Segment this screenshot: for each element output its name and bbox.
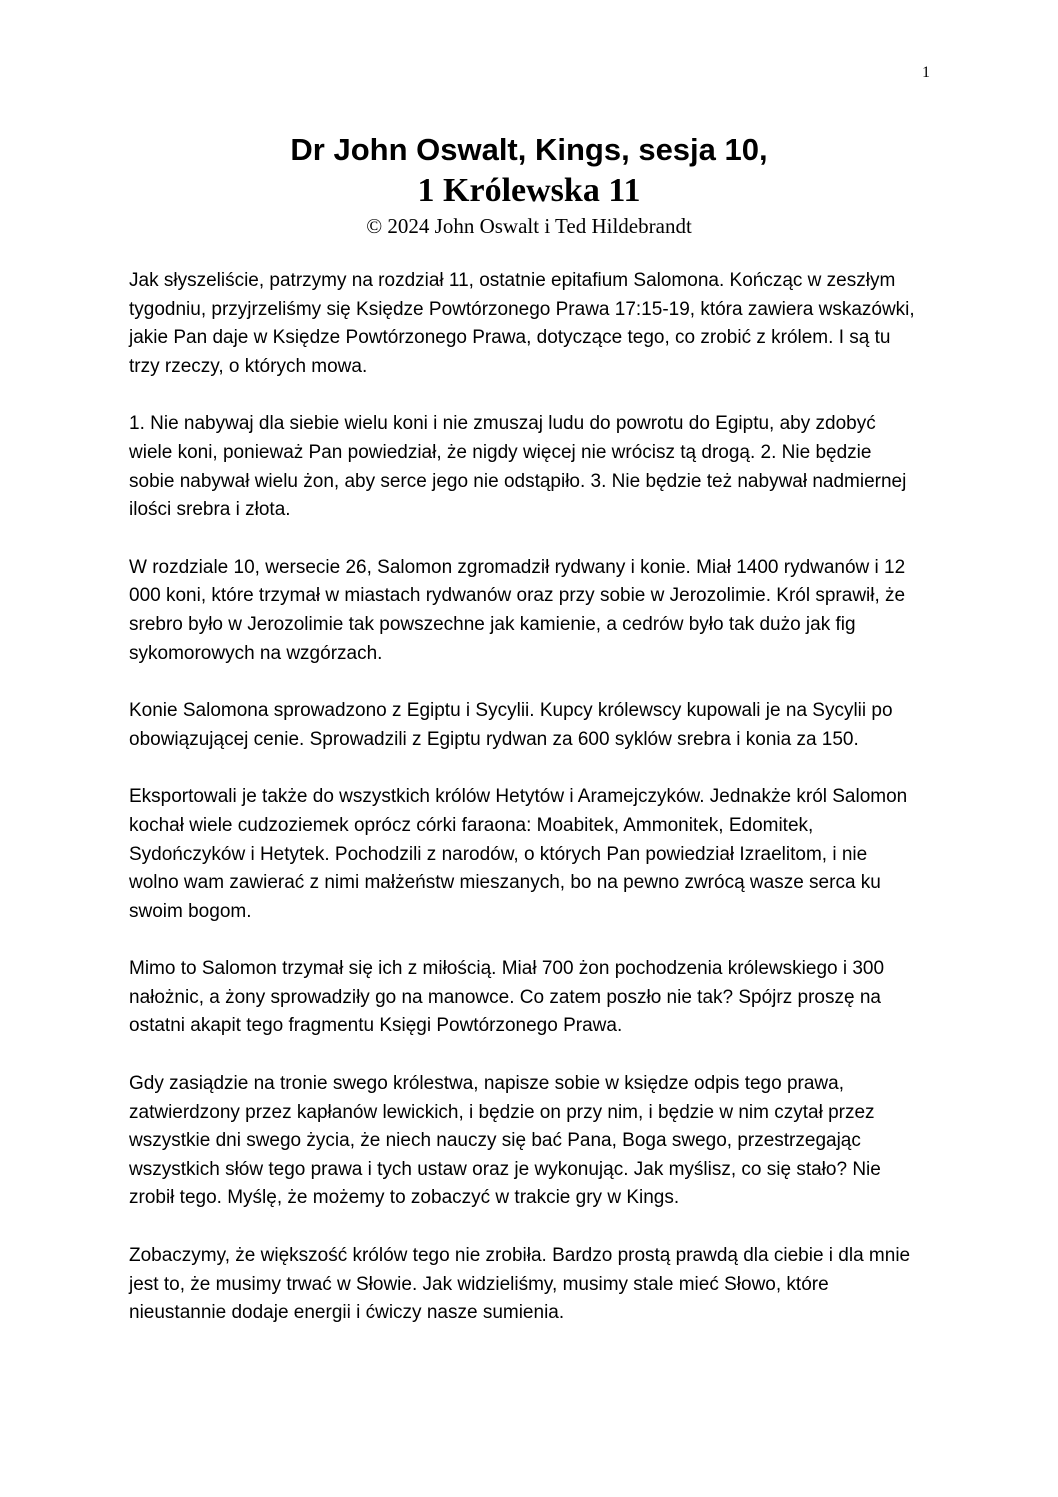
page-number: 1	[922, 64, 930, 81]
paragraph: Jak słyszeliście, patrzymy na rozdział 11, ostatnie epitafium Salomona. Kończąc w zeszłym tygodniu, przyjrzeliśmy się Księdze Powtórzonego Prawa 17:15-19, która zawiera wskazówki, jakie Pan daje w Księdze Powtórzonego Prawa, dotyczące tego, co zrobić z królem. I są tu trzy rzeczy, o których mowa.	[129, 270, 915, 377]
paragraph: W rozdziale 10, wersecie 26, Salomon zgromadził rydwany i konie. Miał 1400 rydwanów i 12 000 koni, które trzymał w miastach rydwanów oraz przy sobie w Jerozolimie. Król sprawił, że srebro było w Jerozolimie tak powszechne jak kamienie, a cedrów było tak dużo jak fig sykomorowych na wzgórzach.	[129, 556, 906, 664]
paragraph: Eksportowali je także do wszystkich królów Hetytów i Aramejczyków. Jednakże król Salomon kochał wiele cudzoziemek oprócz córki faraona: Moabitek, Ammonitek, Edomitek, Sydończyków i Hetytek. Pochodzili z narodów, o których Pan powiedział Izraelitom, i nie wolno wam zawierać z nimi małżeństw mieszanych, bo na pewno zwrócą wasze serca ku swoim bogom.	[129, 786, 908, 922]
document-subtitle: 1 Królewska 11	[417, 172, 641, 209]
copyright-line: © 2024 John Oswalt i Ted Hildebrandt	[366, 214, 692, 238]
paragraph: Gdy zasiądzie na tronie swego królestwa, napisze sobie w księdze odpis tego prawa, zatwierdzony przez kapłanów lewickich, i będzie on przy nim, i będzie w nim czytał przez wszystkie dni swego życia, że niech nauczy się bać Pana, Boga swego, przestrzegając wszystkich słów tego prawa i tych ustaw oraz je wykonując. Jak myślisz, co się stało? Nie zrobił tego. Myślę, że możemy to zobaczyć w trakcie gry w Kings.	[129, 1073, 881, 1209]
document-body	[129, 267, 919, 1357]
paragraph: Mimo to Salomon trzymał się ich z miłością. Miał 700 żon pochodzenia królewskiego i 300 nałożnic, a żony sprowadziły go na manowce. Co zatem poszło nie tak? Spójrz proszę na ostatni akapit tego fragmentu Księgi Powtórzonego Prawa.	[129, 958, 885, 1037]
paragraph: 1. Nie nabywaj dla siebie wielu koni i nie zmuszaj ludu do powrotu do Egiptu, aby zdobyć wiele koni, ponieważ Pan powiedział, że nigdy więcej nie wrócisz tą drogą. 2. Nie będzie sobie nabywał wielu żon, aby serce jego nie odstąpiło. 3. Nie będzie też nabywał nadmiernej ilości srebra i złota.	[129, 413, 907, 521]
paragraph: Zobaczymy, że większość królów tego nie zrobiła. Bardzo prostą prawdą dla ciebie i dla mnie jest to, że musimy trwać w Słowie. Jak widzieliśmy, musimy stale mieć Słowo, które nieustannie dodaje energii i ćwiczy nasze sumienia.	[129, 1245, 911, 1324]
paragraph: Konie Salomona sprowadzono z Egiptu i Sycylii. Kupcy królewscy kupowali je na Sycylii po obowiązującej cenie. Sprowadzili z Egiptu rydwan za 600 syklów srebra i konia za 150.	[129, 700, 893, 750]
document-title: Dr John Oswalt, Kings, sesja 10,	[290, 132, 768, 167]
